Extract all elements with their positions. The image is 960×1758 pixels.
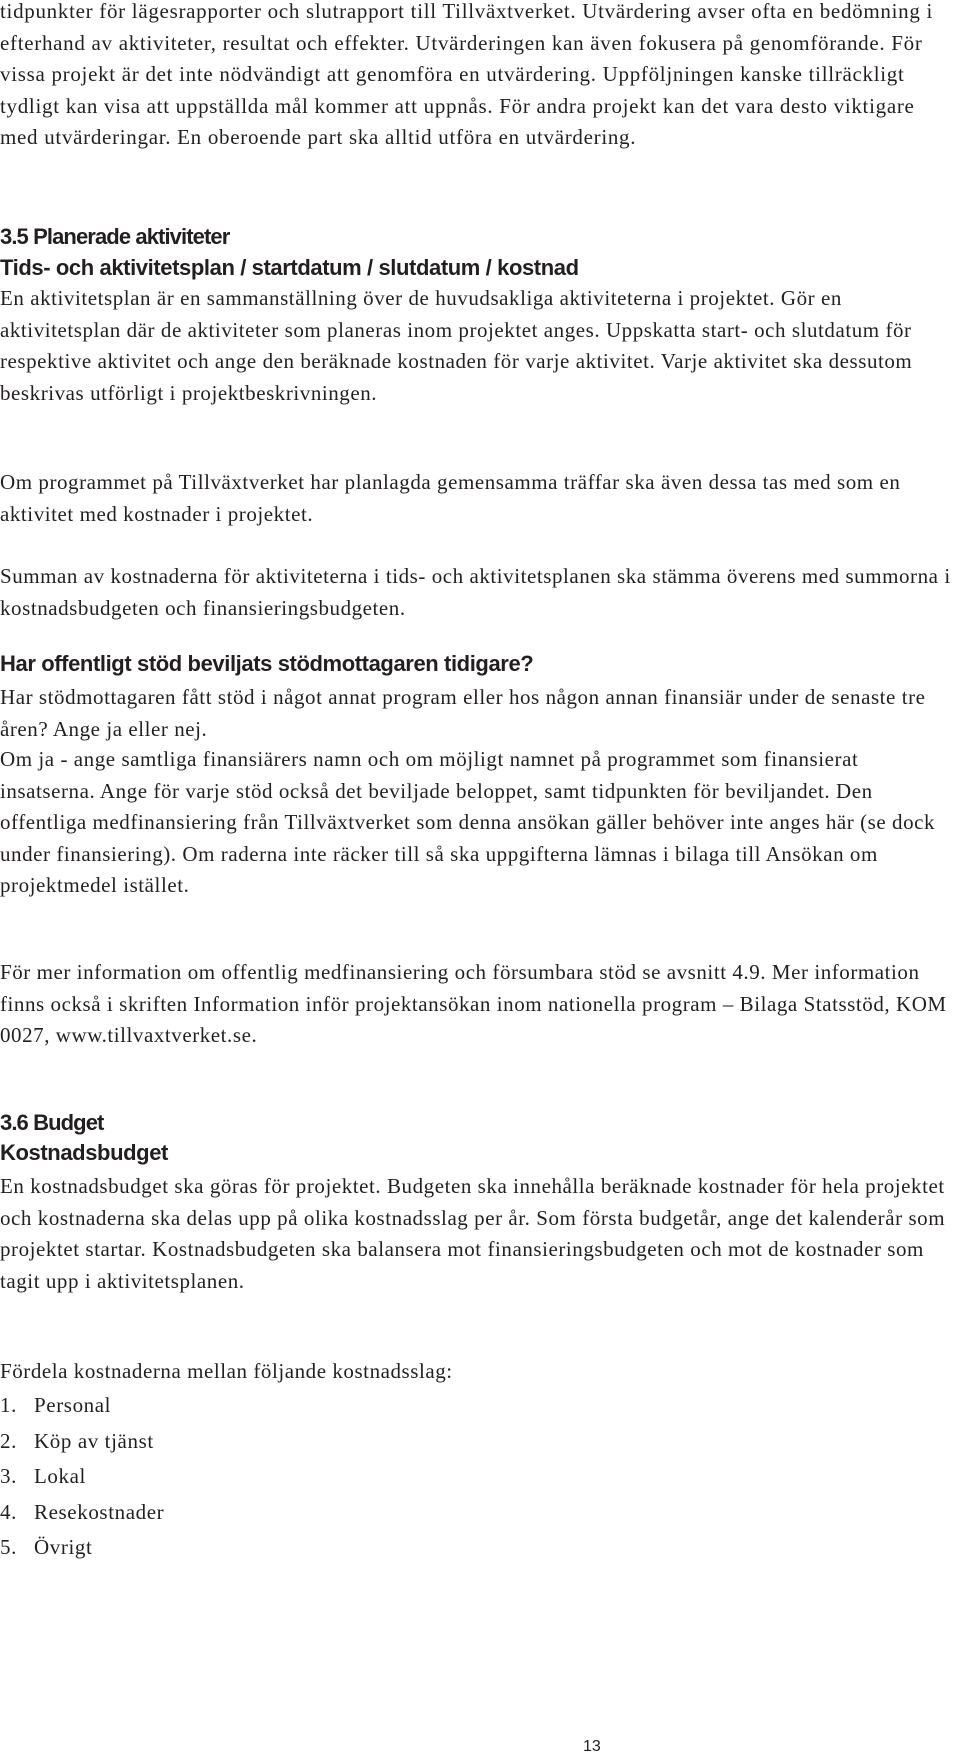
list-item: 5. Övrigt xyxy=(0,1535,93,1559)
cost-list-intro: Fördela kostnaderna mellan följande kostnadsslag: xyxy=(0,1359,453,1383)
program-meetings-paragraph: Om programmet på Tillväxtverket har planlagda gemensamma träffar ska även dessa tas med som en aktivitet med kostnader i projektet. xyxy=(0,470,901,526)
intro-paragraph: tidpunkter för lägesrapporter och slutrapport till Tillväxtverket. Utvärdering avser ofta en bedömning i efterhand av aktiviteter, resultat och effekter. Utvärderingen kan även fokusera på genomförande. För vissa projekt är det inte nödvändigt att genomföra en utvärdering. Uppföljningen kanske tillräckligt tydligt kan visa att uppställda mål kommer att uppnås. För andra projekt kan det vara desto viktigare med utvärderingar. En oberoende part ska alltid utföra en utvärdering. xyxy=(0,0,933,149)
list-item: 1. Personal xyxy=(0,1393,112,1417)
public-support-instructions: Om ja - ange samtliga finansiärers namn och om möjligt namnet på programmet som finansierat insatserna. Ange för varje stöd också det beviljade beloppet, samt tidpunkten för beviljandet. Den offentliga medfinansiering från Tillväxtverket som denna ansökan gäller behöver inte anges här (se dock under finansiering). Om raderna inte räcker till så ska uppgifterna lämnas i bilaga till Ansökan om projektmedel istället. xyxy=(0,747,936,897)
cost-category-list xyxy=(0,1388,164,1566)
list-item: 4. Resekostnader xyxy=(0,1499,165,1524)
cost-budget-paragraph: En kostnadsbudget ska göras för projektet. Budgeten ska innehålla beräknade kostnader för hela projektet och kostnaderna ska delas upp på olika kostnadsslag per år. Som första budgetår, ange det kalenderår som projektet startar. Kostnadsbudgeten ska balansera mot finansieringsbudgeten och mot de kostnader som tagit upp i aktivitetsplanen. xyxy=(0,1174,946,1293)
section-3-5-heading: 3.5 Planerade aktiviteter xyxy=(0,224,230,249)
public-support-question: Har stödmottagaren fått stöd i något annat program eller hos någon annan finansiär under de senaste tre åren? Ange ja eller nej. xyxy=(0,685,926,741)
list-item: 2. Köp av tjänst xyxy=(0,1428,154,1453)
section-3-6-subheading: Kostnadsbudget xyxy=(0,1140,168,1165)
activity-plan-paragraph: En aktivitetsplan är en sammanställning över de huvudsakliga aktiviteterna i projektet. Gör en aktivitetsplan där de aktiviteter som planeras inom projektet anges. Uppskatta start- och slutdatum för respektive aktivitet och ange den beräknade kostnaden för varje aktivitet. Varje aktivitet ska dessutom beskrivas utförligt i projektbeskrivningen. xyxy=(0,286,913,405)
public-support-heading: Har offentligt stöd beviljats stödmottagaren tidigare? xyxy=(0,651,534,676)
section-3-5-subheading: Tids- och aktivitetsplan / startdatum / slutdatum / kostnad xyxy=(0,255,579,280)
list-item: 3. Lokal xyxy=(0,1464,86,1488)
page-number: 13 xyxy=(583,1738,601,1755)
cost-sum-paragraph: Summan av kostnaderna för aktiviteterna i tids- och aktivitetsplanen ska stämma överens med summorna i kostnadsbudgeten och finansieringsbudgeten. xyxy=(0,564,951,620)
section-3-6-heading: 3.6 Budget xyxy=(0,1110,104,1135)
more-information-paragraph: För mer information om offentlig medfinansiering och försumbara stöd se avsnitt 4.9. Mer information finns också i skriften Information inför projektansökan inom nationella program – Bilaga Statsstöd, KOM 0027, www.tillvaxtverket.se. xyxy=(0,960,947,1047)
